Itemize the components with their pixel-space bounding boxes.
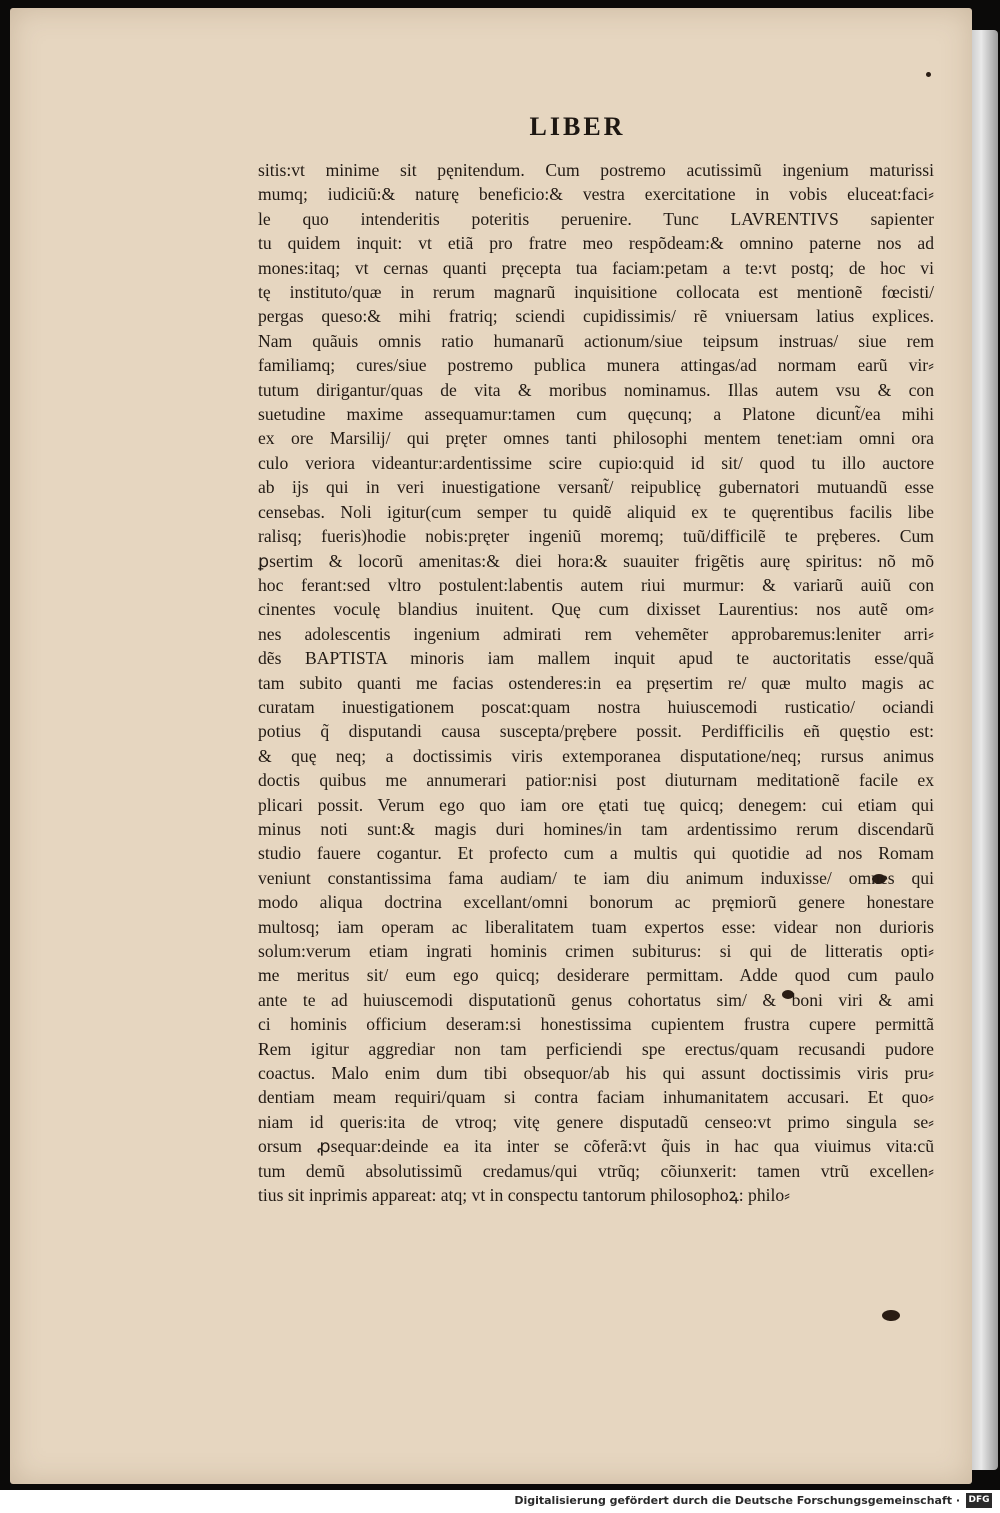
text-line: le quo intenderitis poteritis peruenire. Tunc LAVRENTIVS sapienter — [258, 208, 934, 229]
text-line: minus noti sunt:& magis duri homines/in tam ardentissimo rerum discendarũ — [258, 818, 934, 839]
text-line: doctis quibus me annumerari patior:nisi post diuturnam meditationẽ facile ex — [258, 770, 934, 791]
text-line: Nam quãuis omnis ratio humanarũ actionum/siue teipsum instruas/ siue rem — [258, 330, 934, 351]
text-line: tam subito quanti me facias ostenderes:in ea pręsertim re/ quæ multo magis ac — [258, 672, 934, 693]
text-line: familiamq; cures/siue postremo publica munera attingas/ad normam earũ vir⸗ — [258, 355, 934, 376]
text-line: sitis:vt minime sit pęnitendum. Cum postremo acutissimũ ingenium maturissi — [258, 160, 934, 180]
text-line: nes adolescentis ingenium admirati rem vehemẽter approbaremus:leniter arri⸗ — [258, 623, 934, 644]
text-line: mumq; iudiciũ:& naturę beneficio:& vestra exercitatione in vobis eluceat:faci⸗ — [258, 184, 934, 205]
text-line: veniunt constantissima fama audiam/ te iam diu animum induxisse/ omnes qui — [258, 867, 934, 888]
text-line: tu quidem inquit: vt etiã pro fratre meo respõdeam:& omnino paterne nos ad — [258, 233, 934, 254]
text-line: ante te ad huiuscemodi disputationũ genus cohortatus sim/ & boni viri & ami — [258, 989, 934, 1010]
text-line: modo aliqua doctrina excellant/omni bonorum ac pręmiorũ genere honestare — [258, 892, 934, 913]
text-line: ex ore Marsilij/ qui pręter omnes tanti philosophi mentem tenet:iam omni ora — [258, 428, 934, 449]
text-line: niam id queris:ita de vtroq; vitę genere disputadũ censeo:vt primo singula se⸗ — [258, 1111, 934, 1132]
footer-bar — [0, 1490, 1000, 1513]
text-line: ci hominis officium deseram:si honestissima cupientem frustra cupere permittã — [258, 1014, 934, 1035]
footer-credit: Digitalisierung gefördert durch die Deutsche Forschungsgemeinschaft · — [514, 1494, 960, 1507]
text-line: potius q̃ disputandi causa suscepta/prębere possit. Perdifficilis eñ quęstio est: — [258, 721, 934, 742]
text-line: dentiam meam requiri/quam si contra faciam inhumanitatem accusari. Et quo⸗ — [258, 1087, 934, 1108]
next-page-edge — [970, 30, 998, 1470]
text-line: tutum dirigantur/quas de vita & moribus nominamus. Illas autem vsu & con — [258, 379, 934, 400]
text-line: ralisq; fueris)hodie nobis:pręter ingeniũ moremq; tuũ/difficilẽ te pręberes. Cum — [258, 526, 934, 547]
text-line: suetudine maxime assequamur:tamen cum quęcunq; a Platone dicunt̃/ea mihi — [258, 404, 934, 425]
text-line: cinentes voculę blandius inuitent. Quę cum dixisset Laurentius: nos autẽ om⸗ — [258, 599, 934, 620]
text-line: tę instituto/quæ in rerum magnarũ inquisitione collocata est mentionẽ fœcisti/ — [258, 282, 934, 303]
text-line: tum demũ absolutissimũ credamus/qui vtrũq; cõiunxerit: tamen vtrũ excellen⸗ — [258, 1160, 934, 1181]
body-text — [258, 158, 934, 1207]
text-line: Rem igitur aggrediar non tam perficiendi spe erectus/quam recusandi pudore — [258, 1038, 934, 1059]
text-line: solum:verum etiam ingrati hominis crimen subiturus: si qui de litteratis opti⸗ — [258, 941, 934, 961]
text-line: & quę neq; a doctissimis viris extemporanea disputatione/neq; rursus animus — [258, 745, 934, 766]
text-line: pergas queso:& mihi fratriq; sciendi cupidissimis/ rẽ vniuersam latius explices. — [258, 306, 934, 327]
text-line: studio fauere cogantur. Et profecto cum a multis qui quotidie ad nos Romam — [258, 843, 934, 864]
text-line: mones:itaq; vt cernas quanti pręcepta tua faciam:petam a te:vt postq; de hoc vi — [258, 257, 934, 278]
text-line: censebas. Noli igitur(cum semper tu quidẽ aliquid ex te quęrentibus facilis libe — [258, 501, 934, 522]
text-line: multosq; iam operam ac liberalitatem tuam expertos esse: videar non durioris — [258, 916, 934, 937]
running-head: LIBER — [529, 112, 626, 141]
ink-spot — [926, 72, 931, 77]
text-line: me meritus sit/ eum ego quicq; desiderare permittam. Adde quod cum paulo — [258, 965, 934, 986]
text-line: coactus. Malo enim dum tibi obsequor/ab his qui assunt doctissimis viris pru⸗ — [258, 1063, 934, 1084]
text-line: ꝑsertim & locorũ amenitas:& diei hora:& suauiter frigẽtis aurę spiritus: nõ mõ — [258, 550, 934, 571]
text-line: ab ijs qui in veri inuestigatione versant̃/ reipublicę gubernatori mutuandũ esse — [258, 477, 934, 498]
text-line: curatam inuestigationem poscat:quam nostra huiuscemodi rusticatio/ ociandi — [258, 696, 934, 717]
text-line: plicari possit. Verum ego quo iam ore ętati tuę quicq; denegem: cui etiam qui — [258, 794, 934, 815]
ink-spot — [882, 1310, 900, 1321]
dfg-logo: DFG — [966, 1493, 992, 1508]
text-line: culo veriora videantur:ardentissime scire cupio:quid id sit/ quod tu illo auctore — [258, 452, 934, 473]
text-line: orsum ꝓsequar:deinde ea ita inter se cõferã:vt q̃uis in hac qua viuimus vita:cũ — [258, 1136, 934, 1157]
text-line: hoc ferant:sed vltro postulent:labentis autem riui murmur: & variarũ auiũ con — [258, 574, 934, 595]
text-line: dẽs BAPTISTA minoris iam mallem inquit apud te auctoritatis esse/quã — [258, 648, 934, 669]
text-line: tius sit inprimis appareat: atq; vt in conspectu tantorum philosophoꝝ: philo⸗ — [258, 1185, 791, 1206]
